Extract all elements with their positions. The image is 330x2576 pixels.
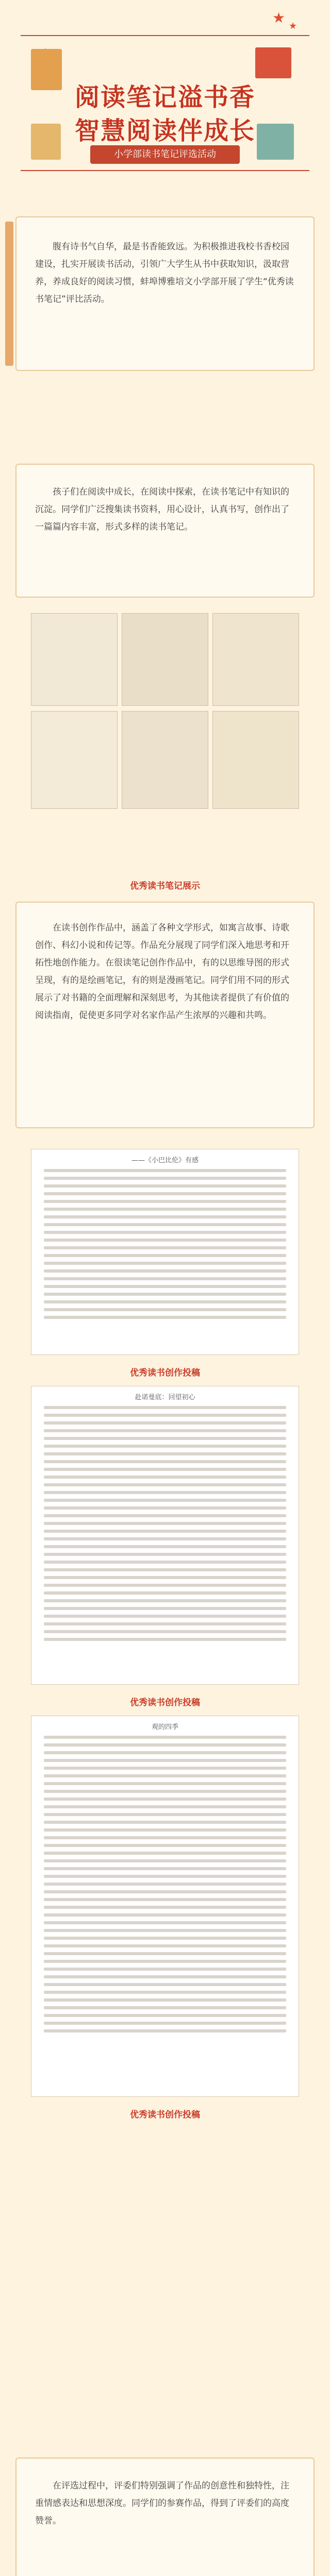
intro-card (15, 216, 315, 371)
award-label: 优秀读书创作投稿 (130, 1698, 200, 1708)
header-divider-top (21, 35, 309, 36)
book-illustration (255, 47, 291, 78)
notebook-photo (122, 711, 208, 809)
section3-card (15, 902, 315, 1128)
notebook-photo (31, 711, 118, 809)
essay-title: 观的四季 (151, 1723, 178, 1731)
section4-card (15, 2458, 315, 2576)
notebook-photo (212, 711, 299, 809)
section2-card (15, 464, 315, 598)
essay-title: 赴诺曼底：回望初心 (135, 1394, 195, 1401)
section2-text: 孩子们在阅读中成长，在阅读中探索，在读书笔记中有知识的沉淀。同学们广泛搜集读书资料，用心设计，认真书写，创作出了一篇篇内容丰富，形式多样的读书笔记。 (35, 487, 289, 532)
notes-photo-grid (31, 613, 299, 814)
header-divider-bottom (21, 170, 309, 171)
section3-heading: 优秀读书笔记展示 (130, 881, 200, 891)
page-title-line1: 阅读笔记溢书香 (74, 83, 255, 112)
intro-text: 腹有诗书气自华，最是书香能致远。为积极推进我校书香校园建设，扎实开展读书活动，引领广大学生从书中获取知识，汲取营养，养成良好的阅读习惯，蚌埠博雅培文小学部开展了学生“优秀读书笔记”评比活动。 (35, 242, 294, 304)
page-header (0, 0, 330, 201)
section3-text: 在读书创作作品中，涵盖了各种文学形式，如寓言故事、诗歌创作、科幻小说和传记等。作品充分展现了同学们深入地思考和开拓性地创作能力。在很读笔记创作作品中，有的以思维导图的形式呈现，有的是绘画笔记，有的则是漫画笔记。同学们用不同的形式展示了对书籍的全面理解和深刻思考，为其他读者提供了有价值的阅读指南，促使更多同学对名家作品产生浓厚的兴趣和共鸣。 (35, 923, 289, 1021)
page-subtitle: 小学部读书笔记评选活动 (90, 145, 240, 164)
essay-scan (31, 1386, 299, 1685)
notebook-photo (212, 613, 299, 706)
essay-scan (31, 1716, 299, 2097)
award-label: 优秀读书创作投稿 (130, 2110, 200, 2120)
star-icon: ★ (272, 9, 286, 26)
notebook-photo (122, 613, 208, 706)
award-label: 优秀读书创作投稿 (130, 1368, 200, 1378)
notebook-photo (31, 613, 118, 706)
page-title-line2: 智慧阅读伴成长 (74, 116, 255, 145)
essay-scan (31, 1149, 299, 1355)
card-spine (5, 222, 13, 366)
essay-title: ——《小巴比伦》有感 (131, 1157, 199, 1164)
section4-text: 在评选过程中，评委们特别强调了作品的创意性和独特性，注重情感表达和思想深度。同学们的参赛作品，得到了评委们的高度赞誉。 (35, 2481, 289, 2526)
star-icon: ★ (289, 21, 298, 31)
